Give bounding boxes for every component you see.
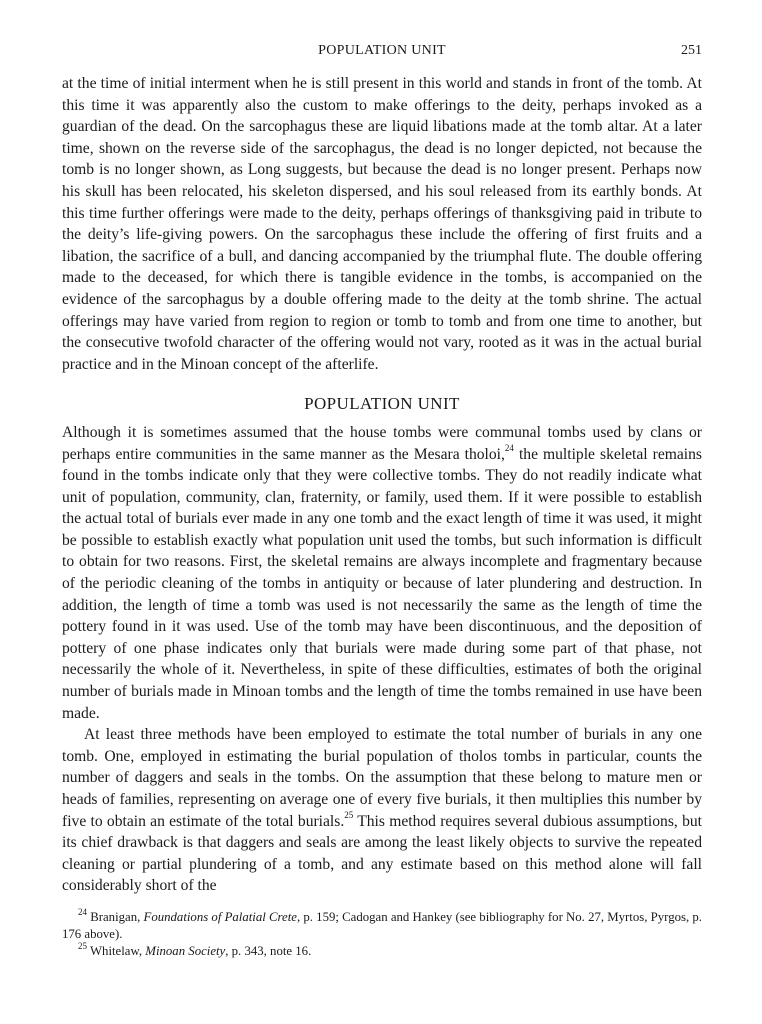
footnote-ref: 25 — [344, 810, 354, 821]
running-title: POPULATION UNIT — [318, 43, 446, 58]
footnote-number: 25 — [78, 940, 87, 951]
footnote — [62, 940, 702, 960]
footnote-text: , p. 159; Cadogan and Hankey (see bibliography for No. 27, Myrtos, Pyrgos, p. 176 above). — [62, 909, 702, 941]
paragraph-text: This method requires several dubious assumptions, but its chief drawback is that daggers and seals are among the least likely objects to survive the repeated cleaning or partial plundering of a tomb, and any estimate based on this method alone will fall considerably short of the — [62, 812, 702, 895]
footnote-author: Whitelaw, — [87, 943, 146, 958]
footnote-ref: 24 — [504, 443, 514, 454]
page-number: 251 — [681, 43, 702, 58]
section-heading: POPULATION UNIT — [304, 394, 460, 414]
footnote-work-title: Minoan Society — [145, 943, 226, 958]
running-header — [62, 40, 702, 64]
footnotes — [62, 906, 702, 960]
footnote — [62, 906, 702, 943]
footnote-text: , p. 343, note 16. — [225, 943, 312, 958]
body-paragraph — [62, 724, 702, 897]
body-paragraph: at the time of initial interment when he is still present in this world and stands in front of the tomb. At this time it was apparently also the custom to make offerings to the deity, perhaps invoked as a guardian of the dead. On the sarcophagus these are liquid libations made at the tomb altar. At a later time, shown on the reverse side of the sarcophagus, the dead is no longer depicted, not because the tomb is no longer shown, as Long suggests, but because the dead is no longer present. Perhaps now his skull has been relocated, his skeleton dispersed, and his soul released from its earthly bonds. At this time further offerings were made to the deity, perhaps offerings of thanksgiving paid in tribute to the deity’s life-giving powers. On the sarcophagus these include the offering of first fruits and a libation, the sacrifice of a bull, and dancing accompanied by the triumphal flute. The double offering made to the deceased, for which there is tangible evidence in the tombs, is accompanied on the evidence of the sarcophagus by a double offering made to the deity at the tomb shrine. The actual offerings may have varied from region to region or tomb to tomb and from one time to another, but the consecutive twofold character of the offering would not vary, rooted as it was in the actual burial practice and in the Minoan concept of the afterlife. — [62, 75, 702, 373]
paragraph-text: At least three methods have been employed to estimate the total number of burials in any one tomb. One, employed in estimating the burial population of tholos tombs in particular, counts the number of daggers and seals in the tombs. On the assumption that these belong to mature men or heads of families, representing on average one of every five burials, it then multiplies this number by five to obtain an estimate of the total burials. — [62, 726, 702, 830]
footnote-number: 24 — [78, 906, 87, 917]
paragraph-text: Although it is sometimes assumed that the house tombs were communal tombs used by clans or perhaps entire communities in the same manner as the Mesara tholoi, — [62, 423, 702, 463]
footnote-work-title: Foundations of Palatial Crete — [143, 909, 297, 924]
body-paragraph — [62, 422, 702, 724]
book-page — [62, 40, 702, 960]
paragraph-text: the multiple skeletal remains found in the tombs indicate only that they were collective tombs. They do not readily indicate what unit of population, community, clan, fraternity, or family, used them. If it were possible to establish the actual total of burials ever made in any one tomb and the exact length of time it was used, it might be possible to establish exactly what population unit used the tombs, but such information is difficult to obtain for two reasons. First, the skeletal remains are always incomplete and fragmentary because of the periodic cleaning of the tombs in antiquity or because of later plundering and destruction. In addition, the length of time a tomb was used is not necessarily the same as the length of time the pottery found in it was used. Use of the tomb may have been discontinuous, and the deposition of pottery of one phase indicates only that burials were made during some part of that phase, not necessarily the whole of it. Nevertheless, in spite of these difficulties, estimates of both the original number of burials made in Minoan tombs and the length of time the tombs remained in use have been made. — [62, 445, 703, 722]
footnote-author: Branigan, — [87, 909, 144, 924]
